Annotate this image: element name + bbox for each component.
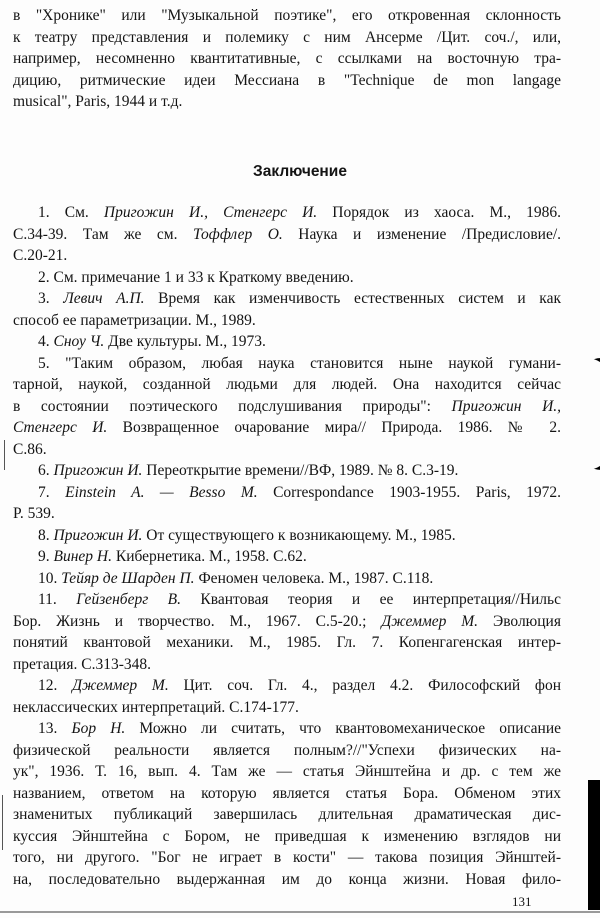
intro-line [13,71,561,91]
text-segment: С.20-21. [13,247,68,264]
text-segment: Кибернетика. М., 1958. С.62. [111,548,307,565]
note-line [13,397,561,417]
text-segment: 10. [38,569,62,587]
text-segment: знаменитых публикаций завершилась длительная драматическая дис- [13,806,561,823]
note-line [13,633,561,653]
citation-author: Тейяр де Шарден П. [61,569,195,587]
scan-shadow-artifact [566,358,600,470]
note-line [38,547,561,567]
note-line [13,805,561,825]
text-segment: Феномен человека. М., 1987. С.118. [194,569,434,587]
text-segment: 7. [38,483,66,501]
page-number: 131 [512,894,532,909]
text-segment: От существующего к возникающему. М., 1985. [142,526,456,544]
text-segment: понятий квантовой механики. М., 1985. Гл. 7. Копенгагенская интер- [13,634,561,651]
text-segment: Цит. соч. Гл. 4., раздел 4.2. Философский фон [168,677,562,694]
text-segment: Можно ли считать, что квантовомеханическое описание [125,720,562,737]
note-line [38,461,561,481]
text-segment: Две культуры. М., 1973. [104,333,266,350]
text-segment: Correspondance 1903-1955. Paris, 1972. [257,483,562,501]
citation-author: Бор Н. [71,720,126,737]
text-segment: 2. См. примечание 1 и 33 к Краткому введению. [38,268,354,286]
text-segment: P. 539. [13,505,55,522]
citation-author: Гейзенберг В. [76,591,182,608]
note-line [13,784,561,804]
text-segment: Возвращенное очарование мира// Природа. 1986. № 2. [107,419,561,436]
note-line [13,762,561,782]
text-segment: в состоянии поэтического подслушивания природы": [13,397,452,415]
margin-mark [2,795,3,850]
text-segment: способ ее параметризации. М., 1989. [13,311,256,329]
text-segment: 4. [38,333,54,350]
text-segment: Эволюция [478,612,561,630]
text-segment: например, несомненно квантитативные, с ссылками на восточную тра- [13,50,561,68]
intro-line [13,49,561,69]
intro-line [13,92,561,112]
note-line [38,289,561,309]
intro-line [13,6,561,26]
note-line [13,655,561,675]
note-line [13,225,561,245]
text-segment: названием, ответом на которую является статья Бора. Обменом этих [13,784,561,802]
text-segment: 11. [38,591,77,608]
note-line [13,848,561,868]
note-line [13,741,561,761]
note-line [13,375,561,395]
scan-edge-bar [588,780,600,910]
text-segment: в "Хронике" или "Музыкальной поэтике", его откровенная склонность [13,7,561,24]
intro-line [13,28,561,48]
section-heading: Заключение [253,163,347,180]
note-line [13,504,561,524]
note-line [38,483,561,503]
text-segment: 12. [38,677,73,694]
text-segment: 8. [38,526,54,544]
text-segment: Квантовая теория и ее интерпретация//Нильс [181,591,561,608]
text-segment: дицию, ритмические идеи Мессиана в "Technique de mon langage [13,71,561,89]
text-segment: 9. [38,548,54,565]
note-line [13,698,561,718]
text-segment: 5. "Таким образом, любая наука становится ныне наукой гумани- [38,354,561,372]
citation-author: Винер Н. [53,548,112,565]
note-line [13,311,561,331]
text-segment: того, ни другого. "Бог не играет в кости" — такова позиция Эйнштей- [13,849,561,866]
citation-author: Тоффлер О. [193,225,283,243]
note-line [38,676,561,696]
margin-mark [4,440,5,470]
citation-author: Пригожин И., Стенгерс И. [103,204,318,221]
text-segment: С.34-39. Там же см. [13,225,193,243]
citation-author: Стенгерс И. [13,419,108,436]
note-line [38,268,561,288]
citation-author: Пригожин И. [53,462,143,479]
citation-author: Левич А.П. [63,290,145,307]
text-segment: С.86. [13,440,47,458]
text-segment: 13. [38,720,72,737]
text-segment: куссия Эйнштейна с Бором, не приведшая к изменению взглядов ни [13,827,561,845]
text-segment: ук", 1936. Т. 16, вып. 4. Там же — статья Эйнштейна и др. с тем же [13,763,561,780]
citation-author: Einstein A. — Besso M. [65,483,258,501]
text-segment: Переоткрытие времени//ВФ, 1989. № 8. С.3-19. [142,462,459,479]
note-line [13,440,561,460]
note-line [13,827,561,847]
note-line [38,526,561,546]
text-segment: musical", Paris, 1944 и т.д. [13,93,183,111]
note-line [13,418,561,438]
note-line [13,612,561,632]
text-segment: 3. [38,290,64,307]
note-line [13,870,561,890]
note-line [38,569,561,589]
text-segment: 6. [38,462,54,479]
citation-author: Сноу Ч. [53,333,105,350]
note-line [38,719,561,739]
text-segment: Бор. Жизнь и творчество. М., 1967. С.5-20.; [13,612,382,630]
text-segment: Порядок из хаоса. М., 1986. [317,204,561,221]
citation-author: Джеммер М. [381,612,479,630]
text-segment: 1. См. [38,204,104,221]
citation-author: Пригожин И. [53,526,143,544]
scan-bottom-edge [0,911,600,913]
text-segment: тарной, наукой, созданной людьми для людей. Она находится сейчас [13,376,561,393]
note-line [38,590,561,610]
text-segment: неклассических интерпретаций. С.174-177. [13,698,299,716]
text-segment: Время как изменчивость естественных систем и как [144,290,562,307]
text-segment: физической реальности является полным?//"Успехи физических на- [13,741,561,759]
text-segment: на, последовательно выдержанная им до конца жизни. Новая фило- [13,870,561,888]
note-line [38,332,561,352]
citation-author: Пригожин И., [451,397,562,415]
note-line [13,246,561,266]
text-segment: претация. С.313-348. [13,655,151,673]
citation-author: Джеммер М. [72,677,169,694]
note-line [38,203,561,223]
text-segment: Наука и изменение /Предисловие/. [282,225,562,243]
text-segment: к театру представления и полемику с ним Ансерме /Цит. соч./, или, [13,28,561,46]
note-line [38,354,561,374]
